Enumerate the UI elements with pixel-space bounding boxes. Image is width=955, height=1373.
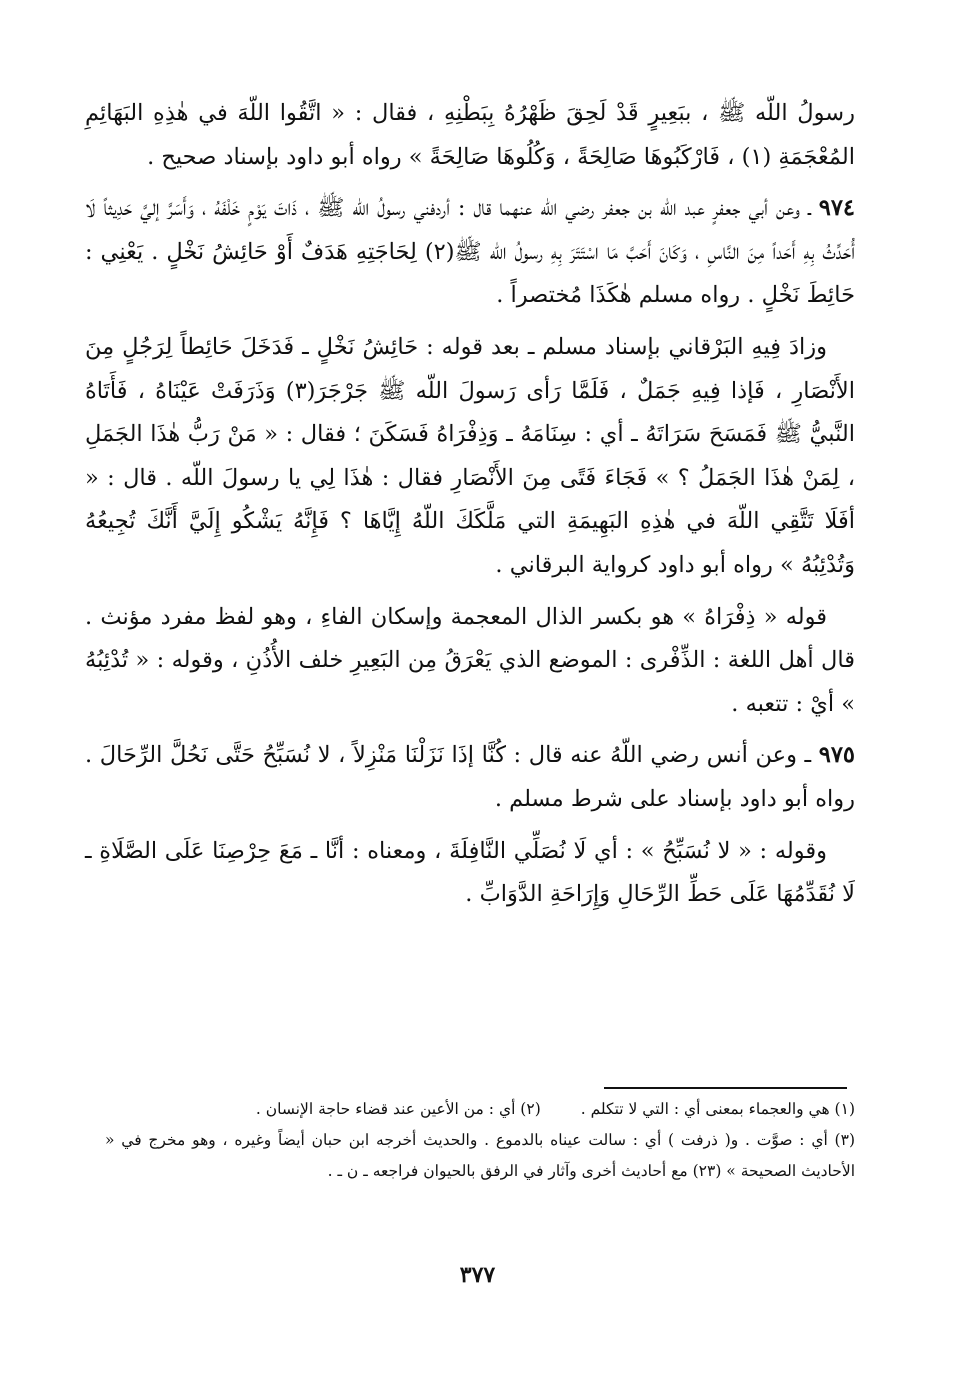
paragraph-barqani-addition [85,326,855,588]
paragraph-text: وقوله : « لا نُسَبِّحُ » : أي لَا نُصَلِّي النَّافِلَةَ ، ومعناه : أنَّا ـ مَعَ حِرْصِنَا عَلَى الصَّلَاةِ ـ لَا نُقَدِّمُهَا عَلَى حَطِّ الرِّحَالِ وَإِرَاحَةِ الدَّوَابِّ . [85,837,855,908]
footnotes [105,1094,855,1187]
footnote-divider [604,1087,847,1089]
page-number: ٣٧٧ [459,1262,496,1288]
footnote-row [105,1094,855,1125]
hadith-number: ٩٧٤ [818,195,855,222]
paragraph-text: ـ وعن أبي جعفرٍ عبد اللّه بن جعفر رضي اللّه عنهما قال : أردفني رسولُ اللّه ﷺ ، ذَاتَ يَوْمٍ خَلْفَهُ ، وَأَسَرَّ إليَّ حَدِيثاً لَا أُحَدِّثُ بِهِ أَحَداً مِنَ النَّاسِ ، وَكَانَ أَحَبَّ مَا اسْتَتَرَ بِهِ رسولُ اللّه ﷺ(٢) لِحَاجَتِهِ هَدَفٌ أَوْ حَائِشُ نَخْلٍ . يَعْنِي : حَائِطَ نَخْلٍ . رواه مسلم هٰكَذَا مُختصراً . [85,195,855,309]
paragraph-text: قوله « ذِفْرَاهُ » هو بكسر الذال المعجمة وإسكان الفاءِ ، وهو لفظ مفرد مؤنث . قال أهل اللغة : الذِّفْرى : الموضع الذي يَعْرَقُ مِن البَعِيرِ خلف الأُذُنِ ، وقوله : « تُدْئِبُهُ » أيْ : تتعبه . [85,603,855,717]
hadith-974 [85,187,855,318]
footnote-3: (٣) أي : صوَّت . و( ذرفت ) أي : سالت عيناه بالدموع . والحديث أخرجه ابن حبان أيضاً وغيره ، وهو مخرج في « الأحاديث الصحيحة » (٢٣) مع أحاديث أخرى وآثار في الرفق بالحيوان فراجعه ـ ن ـ . [105,1131,855,1180]
hadith-975 [85,734,855,821]
main-text [85,92,855,925]
paragraph-text: رسولُ اللّه ﷺ ، ببَعِيرٍ قَدْ لَحِقَ ظَهْرُهُ بِبَطْنِهِ ، فقال : « اتَّقُوا اللّهَ في هٰذِهِ البَهَائِمِ المُعْجَمَةِ (١) ، فَارْكَبُوهَا صَالِحَةً ، وَكُلُوهَا صَالِحَةً » رواه أبو داود بإسناد صحيح . [85,100,855,170]
paragraph-continuation [85,92,855,179]
paragraph-commentary-1 [85,596,855,727]
footnote-1: (١) هي والعجماء بمعنى أي : التي لا تتكلم . [580,1100,855,1118]
footnote-2: (٢) أي : من الأعين عند قضاء حاجة الإنسان . [255,1100,541,1118]
paragraph-text: وزادَ فِيهِ البَرْقاني بإسناد مسلم ـ بعد قوله : حَائِشُ نَخْلٍ ـ فَدَخَلَ حَائِطاً لِرَجُلٍ مِنَ الأَنْصَارِ ، فَإذا فِيهِ جَمَلٌ ، فَلَمَّا رَأى رَسولَ اللّه ﷺ جَرْجَرَ(٣) وَذَرَفَتْ عَيْنَاهُ ، فَأَتَاهُ النَّبيُّ ﷺ فَمَسَحَ سَرَاتَهُ ـ أي : سِنَامَهُ ـ وَذِفْرَاهُ فَسَكَنَ ؛ فقال : « مَنْ رَبُّ هٰذَا الجَمَلِ ، لِمَنْ هٰذَا الجَمَلُ ؟ » فَجَاءَ فَتًى مِنَ الأَنْصَارِ فقال : هٰذَا لِي يا رسولَ اللّه . قال : « أفَلَا تَتَّقِي اللّهَ في هٰذِهِ البَهِيمَةِ التي مَلَّكَكَ اللّهُ إِيَّاهَا ؟ فَإِنَّهُ يَشْكُو إِلَيَّ أَنَّكَ تُجِيعُهُ وَتُدْئِبُهُ » رواه أبو داود كرواية البرقاني . [85,333,855,578]
paragraph-text: ـ وعن أنس رضي اللّهُ عنه قال : كُنَّا إذَا نَزَلْنَا مَنْزِلاً ، لا نُسَبِّحُ حَتَّى نَحُلَّ الرِّحَالَ . رواه أبو داود بإسناد على شرط مسلم . [85,742,855,812]
paragraph-commentary-2 [85,830,855,917]
hadith-number: ٩٧٥ [818,742,855,769]
